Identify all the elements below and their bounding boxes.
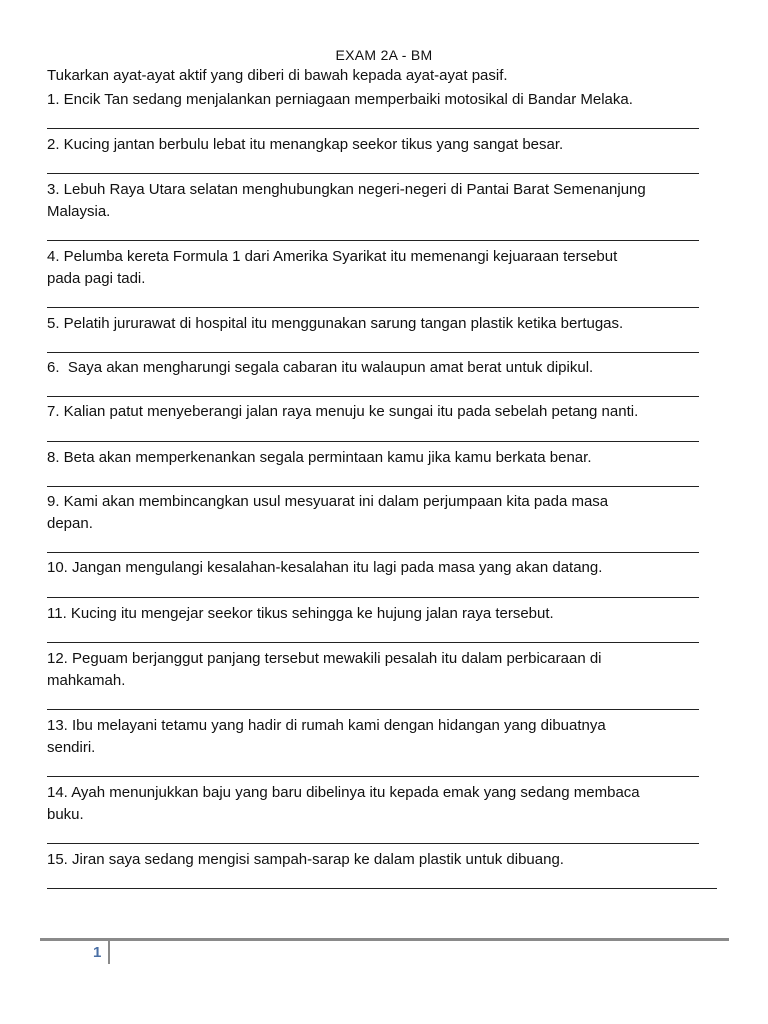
- question-text-continued: buku.: [47, 806, 84, 823]
- question-text: 14. Ayah menunjukkan baju yang baru dibelinya itu kepada emak yang sedang membaca: [47, 784, 640, 801]
- question-text: 6. Saya akan mengharungi segala cabaran itu walaupun amat berat untuk dipikul.: [47, 359, 594, 376]
- exam-title: EXAM 2A - BM: [335, 47, 433, 63]
- question-6: [47, 357, 727, 379]
- question-text: 12. Peguam berjanggut panjang tersebut mewakili pesalah itu dalam perbicaraan di: [47, 650, 602, 667]
- answer-line-6[interactable]: [47, 396, 699, 397]
- answer-line-10[interactable]: [47, 597, 699, 598]
- question-text: 1. Encik Tan sedang menjalankan perniagaan memperbaiki motosikal di Bandar Melaka.: [47, 91, 633, 108]
- question-4: [47, 246, 727, 290]
- question-3: [47, 179, 727, 223]
- answer-line-3[interactable]: [47, 240, 699, 241]
- answer-line-2[interactable]: [47, 173, 699, 174]
- question-text: 2. Kucing jantan berbulu lebat itu menangkap seekor tikus yang sangat besar.: [47, 136, 564, 153]
- answer-line-11[interactable]: [47, 642, 699, 643]
- question-text: 11. Kucing itu mengejar seekor tikus sehingga ke hujung jalan raya tersebut.: [47, 605, 554, 622]
- question-10: [47, 557, 727, 579]
- question-text-continued: mahkamah.: [47, 672, 126, 689]
- question-2: [47, 134, 727, 156]
- answer-line-7[interactable]: [47, 441, 699, 442]
- footer-rule: [40, 938, 729, 941]
- question-text: 13. Ibu melayani tetamu yang hadir di rumah kami dengan hidangan yang dibuatnya: [47, 717, 606, 734]
- question-text: 10. Jangan mengulangi kesalahan-kesalahan itu lagi pada masa yang akan datang.: [47, 559, 603, 576]
- answer-line-14[interactable]: [47, 843, 699, 844]
- question-text: 8. Beta akan memperkenankan segala permintaan kamu jika kamu berkata benar.: [47, 449, 592, 466]
- question-15: [47, 849, 727, 871]
- question-text: 15. Jiran saya sedang mengisi sampah-sarap ke dalam plastik untuk dibuang.: [47, 851, 564, 868]
- answer-line-4[interactable]: [47, 307, 699, 308]
- question-14: [47, 782, 727, 826]
- question-text: 3. Lebuh Raya Utara selatan menghubungkan negeri-negeri di Pantai Barat Semenanjung: [47, 181, 646, 198]
- answer-line-5[interactable]: [47, 352, 699, 353]
- question-text: 4. Pelumba kereta Formula 1 dari Amerika Syarikat itu memenangi kejuaraan tersebut: [47, 248, 618, 265]
- question-9: [47, 491, 727, 535]
- question-text: 7. Kalian patut menyeberangi jalan raya menuju ke sungai itu pada sebelah petang nanti.: [47, 403, 639, 420]
- question-text-continued: sendiri.: [47, 739, 96, 756]
- answer-line-15[interactable]: [47, 888, 717, 889]
- question-12: [47, 648, 727, 692]
- answer-line-1[interactable]: [47, 128, 699, 129]
- question-text-continued: Malaysia.: [47, 203, 111, 220]
- answer-line-8[interactable]: [47, 486, 699, 487]
- instruction-text: Tukarkan ayat-ayat aktif yang diberi di bawah kepada ayat-ayat pasif.: [47, 67, 508, 84]
- question-5: [47, 313, 727, 335]
- question-7: [47, 401, 727, 423]
- question-11: [47, 603, 727, 625]
- answer-line-12[interactable]: [47, 709, 699, 710]
- question-13: [47, 715, 727, 759]
- question-1: [47, 89, 727, 111]
- question-8: [47, 447, 727, 469]
- question-text: 5. Pelatih jururawat di hospital itu menggunakan sarung tangan plastik ketika bertugas.: [47, 315, 624, 332]
- question-text-continued: depan.: [47, 515, 93, 532]
- question-text: 9. Kami akan membincangkan usul mesyuarat ini dalam perjumpaan kita pada masa: [47, 493, 609, 510]
- answer-line-9[interactable]: [47, 552, 699, 553]
- answer-line-13[interactable]: [47, 776, 699, 777]
- question-text-continued: pada pagi tadi.: [47, 270, 146, 287]
- page-number: 1: [93, 944, 102, 961]
- page-number-divider: [108, 940, 110, 964]
